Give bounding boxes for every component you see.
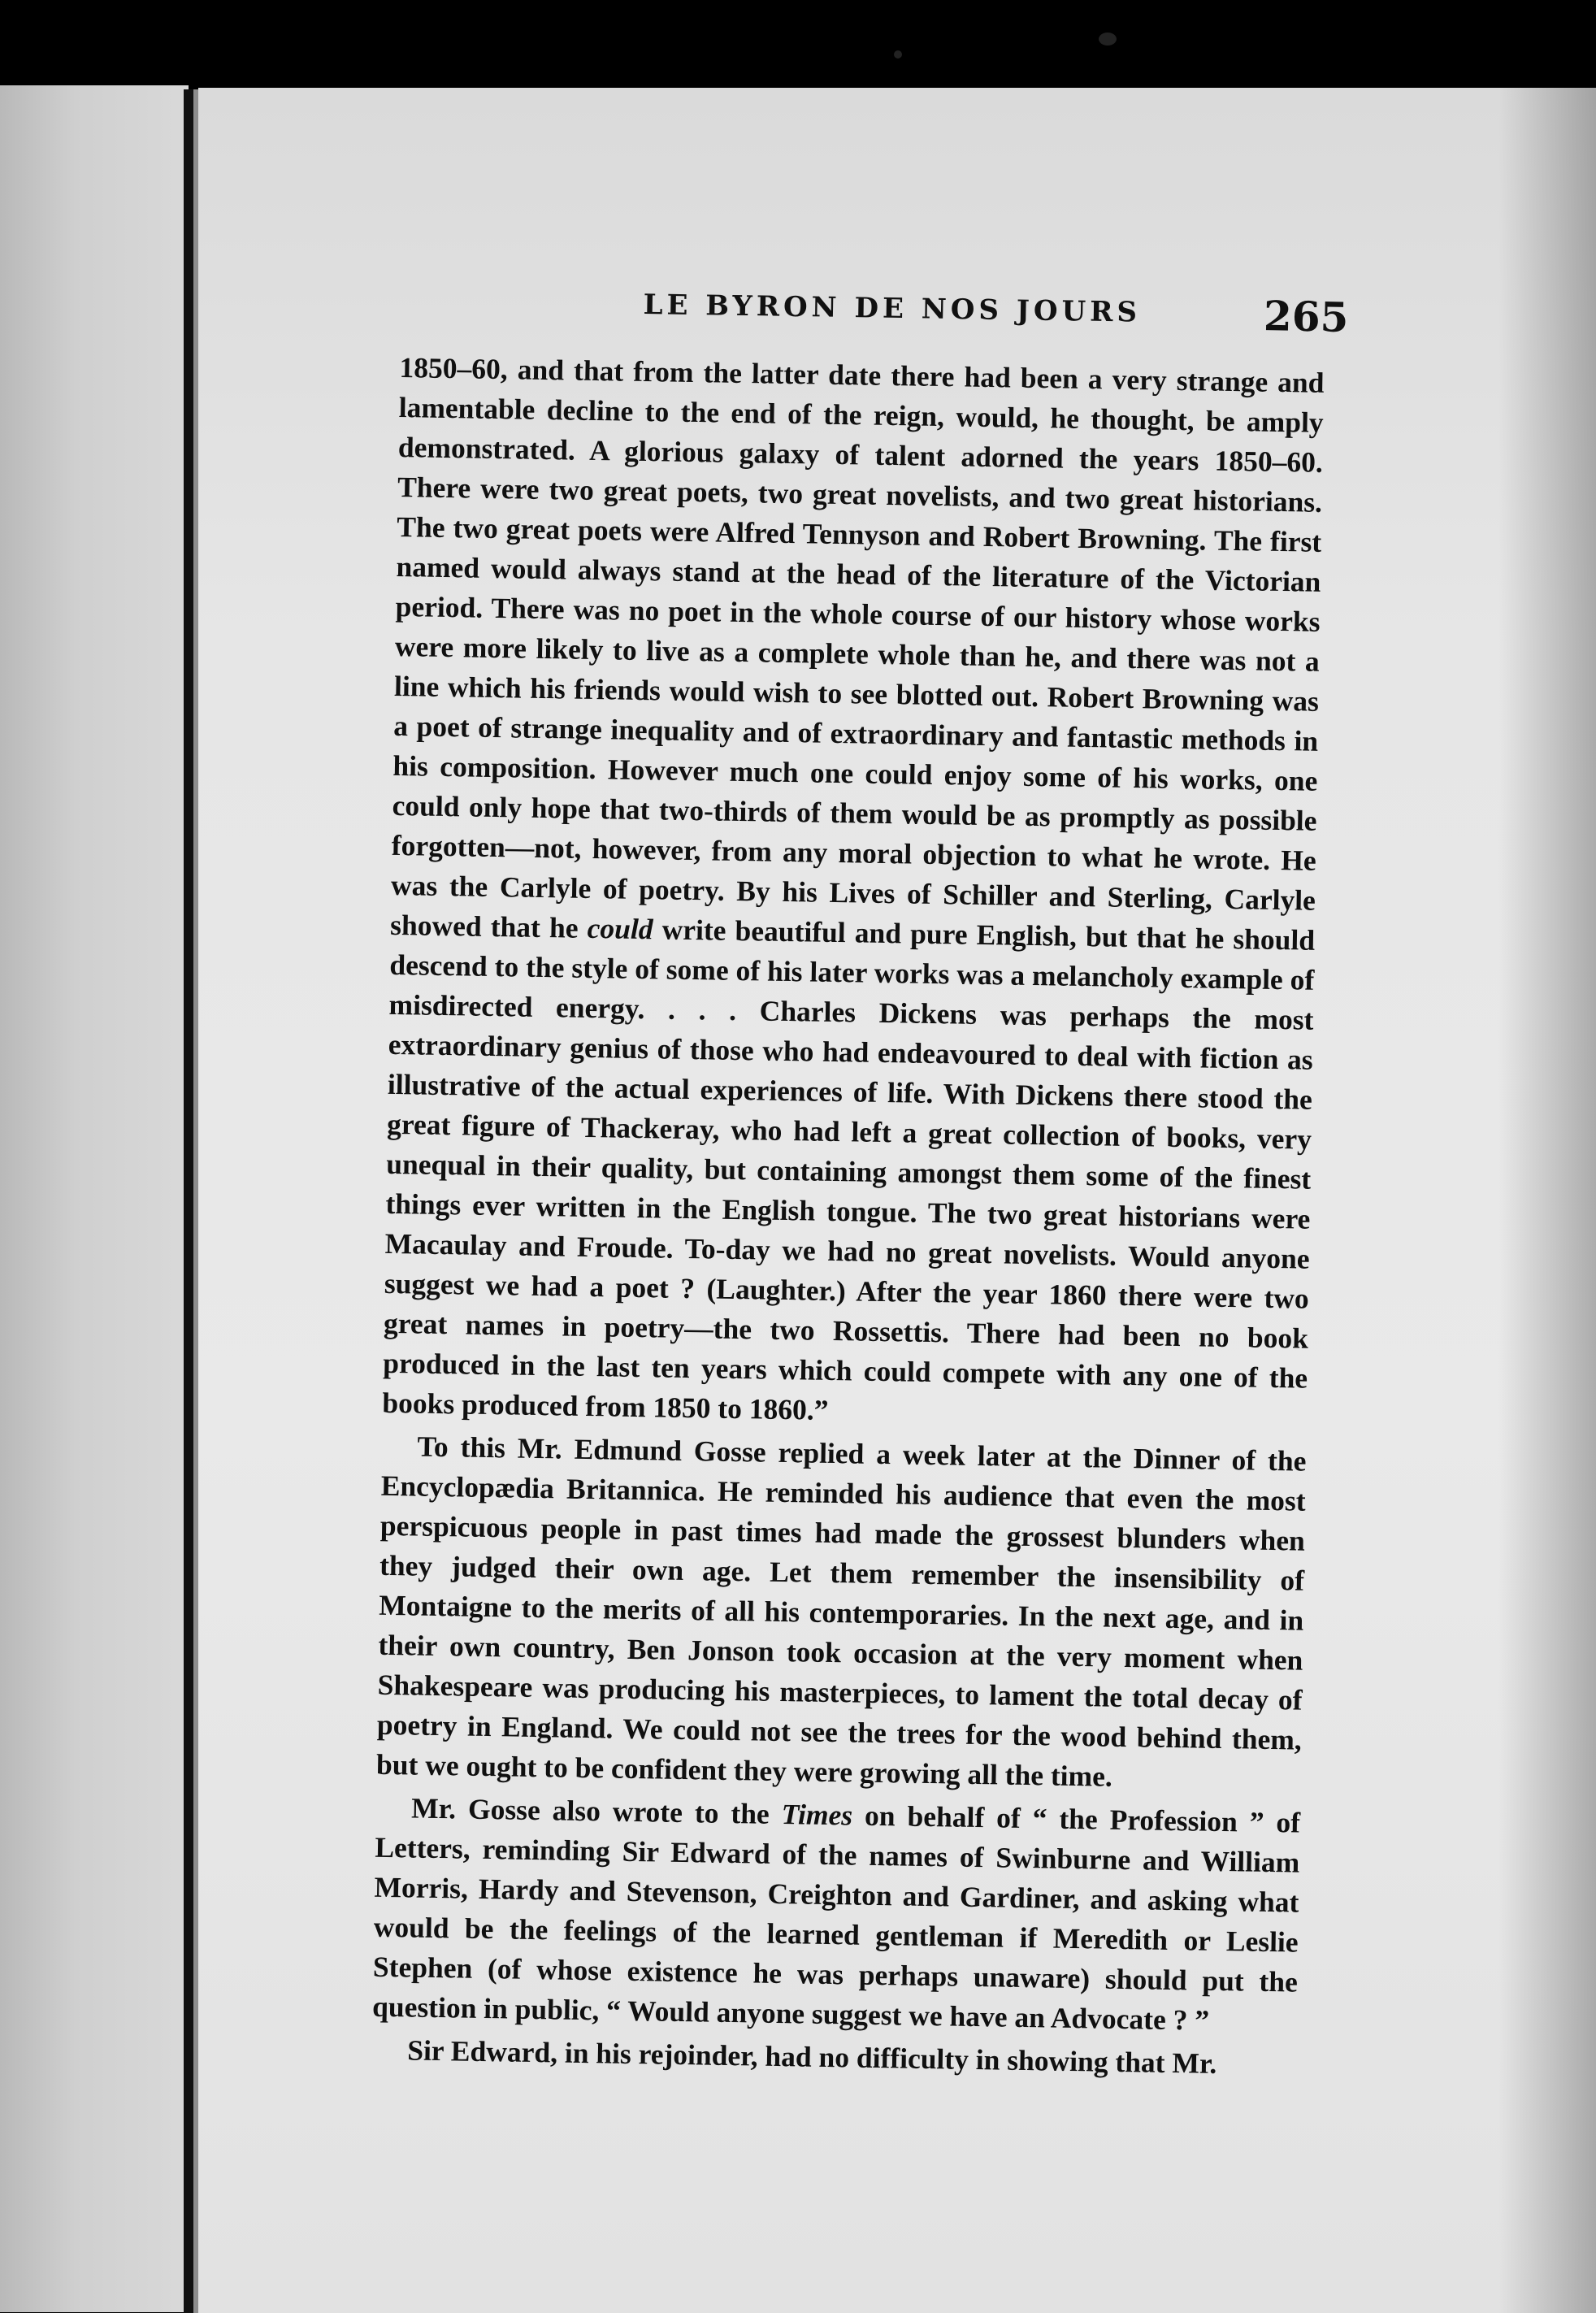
book-gutter xyxy=(184,89,193,2313)
paragraph xyxy=(372,1788,1301,2042)
page-body-text xyxy=(371,348,1325,2089)
paragraph-text: write beautiful and pure English, but that he should descend to the style of some of his later works was a melancholy example of misdirected energy. . . . Charles Dickens was perhaps the most extraordinary genius of those who had endeavoured to deal with fiction as illustrative of the actual experiences of life. With Dickens there stood the great figure of Thackeray, who had left a great collection of books, very unequal in their quality, but containing amongst them some of the finest things ever written in the English tongue. The two great historians were Macaulay and Froude. To-day we had no great novelists. Would anyone suggest we had a poet ? (Laughter.) After the year 1860 there were two great names in poetry—the two Rossettis. There had been no book produced in the last ten years which could compete with any one of the books produced from 1850 to 1860.” xyxy=(382,913,1316,1426)
paragraph xyxy=(382,348,1325,1439)
scan-speck xyxy=(1099,33,1117,46)
page-number: 265 xyxy=(1263,292,1349,341)
paragraph-text: on behalf of “ the Profession ” of Letters, reminding Sir Edward of the names of Swinburne and William Morris, Hardy and Stevenson, Creighton and Gardiner, and asking what would be the feelings of the learned gentleman if Meredith or Leslie Stephen (of whose existence he was perhaps unaware) should put the question in public, “ Would anyone suggest we have an Advocate ? ” xyxy=(371,1799,1301,2037)
scan-speck xyxy=(894,50,902,59)
emphasis-text: could xyxy=(587,911,653,946)
facing-page-edge xyxy=(0,85,189,2312)
running-header: LE BYRON DE NOS JOURS xyxy=(643,289,1142,329)
paragraph: To this Mr. Edmund Gosse replied a week later at the Dinner of the Encyclopædia Britannica. He reminded his audience that even the most perspicuous people in past times had made the grossest blunders when they judged their own age. Let them remember the insensibility of Montaigne to the merits of all his contemporaries. In the next age, and in their own country, Ben Jonson took occasion at the very moment when Shakespeare was producing his masterpieces, to lament the total decay of poetry in England. We could not see the trees for the wood behind them, but we ought to be confident they were growing all the time. xyxy=(375,1430,1307,1793)
paragraph-text: Mr. Gosse also wrote to the xyxy=(410,1791,770,1830)
emphasis-text: Times xyxy=(781,1798,853,1832)
page-edge-shadow xyxy=(1498,88,1596,2313)
paragraph-text: 1850–60, and that from the latter date there had been a very strange and lamentable decline to the end of the reign, would, he thought, be amply demonstrated. A glorious galaxy of talent adorned the years 1850–60. There were two great poets, two great novelists, and two great historians. The two great poets were Alfred Tennyson and Robert Browning. The first named would always stand at the head of the literature of the Victorian period. There was no poet in the whole course of our history whose works were more likely to live as a complete whole than he, and there was not a line which his friends would wish to see blotted out. Robert Browning was a poet of strange inequality and of extraordinary and fantastic methods in his composition. However much one could enjoy some of his works, one could only hope that two-thirds of them would be as promptly as possible forgotten—not, however, from any moral objection to what he wrote. He was the Carlyle of poetry. By his Lives of Schiller and Sterling, Carlyle showed that he xyxy=(389,350,1325,944)
paragraph: Sir Edward, in his rejoinder, had no difficulty in showing that Mr. xyxy=(406,2033,1217,2080)
